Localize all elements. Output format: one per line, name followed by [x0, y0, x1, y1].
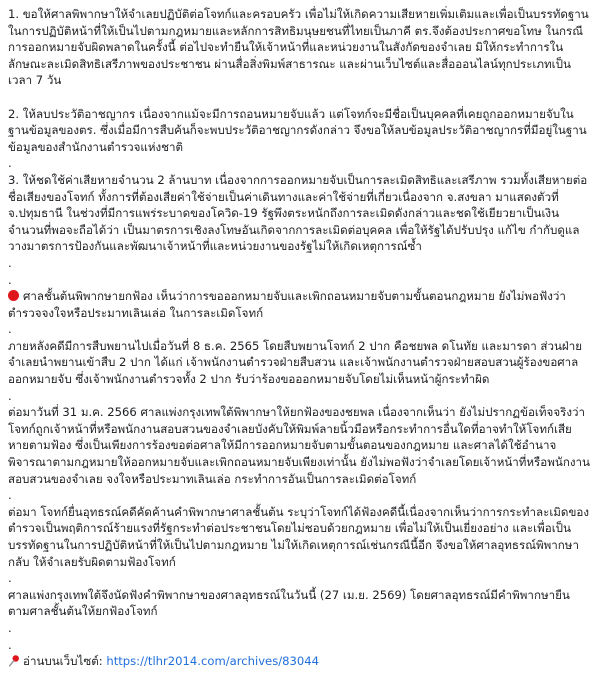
paragraph-first-court-verdict — [8, 288, 590, 321]
separator-dot: . — [8, 156, 12, 171]
red-circle-icon — [8, 290, 19, 301]
paragraph-court-dismissal: ต่อมาวันที่ 31 ม.ค. 2566 ศาลแพ่งกรุงเทพใต้พิพากษาให้ยกฟ้องของชยพล เนื่องจากเห็นว่า ยังไม่ปรากฏข้อเท็จจริงว่าโจทก์ถูกเจ้าหน้าที่หรือพนักงานสอบสวนของจำเลยบังคับให้พิมพ์ลายนิ้วมือหรือกระทำการอื่นใดที่อาจทำให้โจทก์เสียหายตามฟ้อง ซึ่งเป็นเพียงการร้องขอต่อศาลให้มีการออกหมายจับตามขั้นตอนของกฎหมาย และศาลได้ใช้อำนาจพิจารณาตามกฎหมายให้ออกหมายจับและเพิกถอนหมายจับเพียงเท่านั้น ยังไม่พอฟังว่าจำเลยโดยเจ้าหน้าที่หรือพนักงานสอบสวนของจำเลย จงใจหรือประมาทเลินเล่อ กระทำการอันเป็นการละเมิดต่อโจทก์ — [8, 405, 590, 486]
separator-dot: . — [8, 322, 12, 337]
separator-dot: . — [8, 620, 12, 635]
paragraph-appeal: ต่อมา โจทก์ยื่นอุทธรณ์คดีคัดค้านคำพิพากษาศาลชั้นต้น ระบุว่าโจทก์ได้ฟ้องคดีนี้เนื่องจากเห็นว่าการกระทำละเมิดของตำรวจเป็นพฤติการณ์ร้ายแรงที่รัฐกระทำต่อประชาชนโดยไม่ชอบด้วยกฎหมาย เพื่อไม่ให้เป็นเยี่ยงอย่าง และเพื่อเป็นบรรทัดฐานในการปฏิบัติหน้าที่ให้เป็นไปตามกฎหมาย ไม่ให้เกิดเหตุการณ์เช่นกรณีนี้อีก จึงขอให้ศาลอุทธรณ์พิพากษากลับ ให้จำเลยรับผิดตามฟ้องโจทก์ — [8, 504, 590, 569]
paragraph-appeal-verdict: ศาลแพ่งกรุงเทพใต้จึงนัดฟังคำพิพากษาของศาลอุทธรณ์ในวันนี้ (27 เม.ย. 2569) โดยศาลอุทธรณ์มีคำพิพากษายืนตามศาลชั้นต้นให้ยกฟ้องโจทก์ — [8, 587, 570, 619]
paragraph-demand-1: 1. ขอให้ศาลพิพากษาให้จำเลยปฏิบัติต่อโจทก์และครอบครัว เพื่อไม่ให้เกิดความเสียหายเพิ่มเติมและเพื่อเป็นบรรทัดฐานในการปฏิบัติหน้าที่ให้เป็นไปตามกฎหมายและหลักการสิทธิมนุษยชนที่ไทยเป็นภาคี ตร.จึงต้องประกาศขอโทษ ในกรณีการออกหมายจับผิดพลาดในครั้งนี้ ต่อไปจะทำยืนให้เจ้าหน้าที่และหน่วยงานในสังกัดของจำเลย มิให้กระทำการในลักษณะละเมิดสิทธิเสรีภาพของประชาชน ผ่านสื่อสิ่งพิมพ์สาธารณะ และผ่านเว็บไซต์และสื่อออนไลน์ทุกประเภทเป็นเวลา 7 วัน — [8, 7, 589, 88]
pushpin-icon — [8, 654, 21, 672]
article-link[interactable]: https://tlhr2014.com/archives/83044 — [106, 654, 320, 669]
separator-dot: . — [8, 488, 12, 503]
first-court-verdict-text: ศาลชั้นต้นพิพากษายกฟ้อง เห็นว่าการขอออกหมายจับและเพิกถอนหมายจับตามขั้นตอนกฎหมาย ยังไม่พอฟังว่าตำรวจจงใจหรือประมาทเลินเล่อ ในการละเมิดโจทก์ — [8, 289, 566, 320]
paragraph-demand-2: 2. ให้ลบประวัติอาชญากร เนื่องจากแม้จะมีการถอนหมายจับแล้ว แต่โจทก์จะมีชื่อเป็นบุคคลที่เคยถูกออกหมายจับในฐานข้อมูลของตร. ซึ่งเมื่อมีการสืบค้นก็จะพบประวัติอาชญากรดังกล่าว จึงขอให้ลบข้อมูลประวัติอาชญากรที่มีอยู่ในฐานข้อมูลของสำนักงานตำรวจแห่งชาติ — [8, 106, 587, 154]
separator-dot: . — [8, 571, 12, 586]
separator-dot: . — [8, 388, 12, 403]
read-more-label: อ่านบนเว็บไซต์: — [23, 654, 107, 669]
paragraph-demand-3: 3. ให้ชดใช้ค่าเสียหายจำนวน 2 ล้านบาท เนื่องจากการออกหมายจับเป็นการละเมิดสิทธิและเสรีภาพ รวมทั้งเสียหายต่อชื่อเสียงของโจทก์ ทั้งการที่ต้องเสียค่าใช้จ่ายเป็นค่าเดินทางและค่าใช้จ่ายที่เกี่ยวเนื่องจาก จ.สงขลา มาแสดงตัวที่ จ.ปทุมธานี ในช่วงที่มีการแพร่ระบาดของโควิด-19 รัฐพึงตระหนักถึงการละเมิดดังกล่าวและชดใช้เยียวยาเป็นเงินจำนวนที่พอจะถือได้ว่า เป็นมาตรการเชิงลงโทษอันเกิดจากการละเมิดต่อบุคคล เพื่อให้รัฐได้ปรับปรุง แก้ไข กำกับดูแล วางมาตรการป้องกันและพัฒนาเจ้าหน้าที่และหน่วยงานของรัฐไม่ให้เกิดเหตุการณ์ซ้ำ — [8, 172, 588, 254]
separator-dot: . — [8, 272, 12, 287]
read-more-line — [8, 653, 590, 672]
separator-dot: . — [8, 255, 12, 270]
paragraph-witness-hearing: ภายหลังคดีมีการสืบพยานไปเมื่อวันที่ 8 ธ.ค. 2565 โดยสืบพยานโจทก์ 2 ปาก คือชยพล ดโนทัย และมารดา ส่วนฝ่ายจำเลยนำพยานเข้าสืบ 2 ปาก ได้แก่ เจ้าพนักงานตำรวจฝ่ายสืบสวน และเจ้าพนักงานตำรวจฝ่ายสอบสวนผู้ร้องขอศาลออกหมายจับ ซึ่งเจ้าพนักงานตำรวจทั้ง 2 ปาก รับว่าร้องขอออกหมายจับโดยไม่เห็นหน้าผู้กระทำผิด — [8, 338, 582, 387]
separator-dot: . — [8, 637, 12, 652]
